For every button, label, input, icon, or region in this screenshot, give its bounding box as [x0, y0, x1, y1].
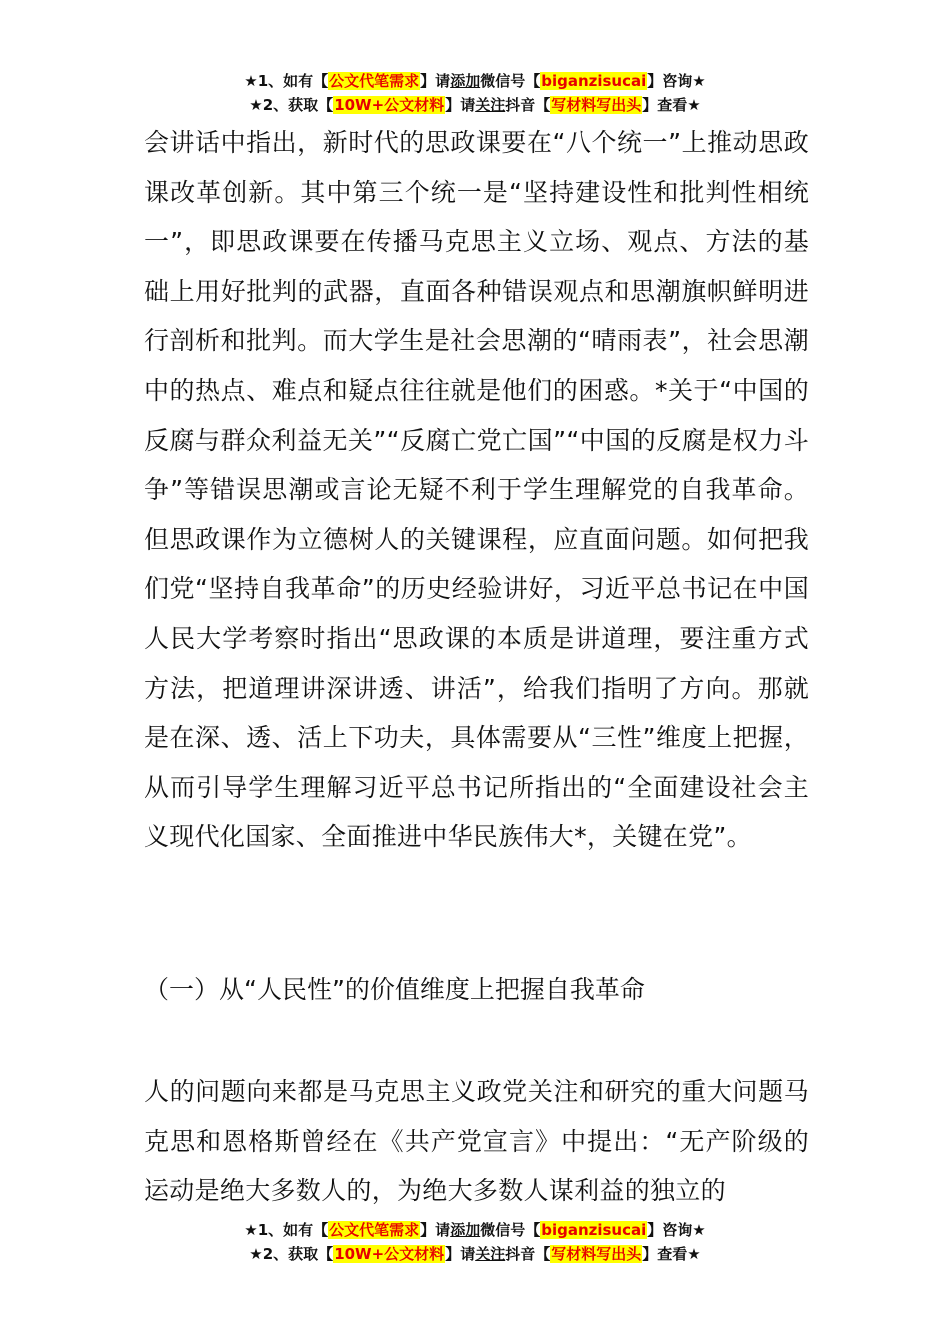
header-banner [0, 70, 950, 118]
banner-highlight: 公文代笔需求 [329, 1221, 420, 1239]
banner-highlight: biganzisucai [541, 1221, 647, 1239]
banner-text: 】查看★ [642, 96, 701, 114]
body-paragraph: 会讲话中指出，新时代的思政课要在“八个统一”上推动思政课改革创新。其中第三个统一是“坚持建设性和批判性相统一”，即思政课要在传播马克思主义立场、观点、方法的基础上用好批判的武器，直面各种错误观点和思潮旗帜鲜明进行剖析和批判。而大学生是社会思潮的“晴雨表”，社会思潮中的热点、难点和疑点往往就是他们的困惑。*关于“中国的反腐与群众利益无关”“反腐亡党亡国”“中国的反腐是权力斗争”等错误思潮或言论无疑不利于学生理解党的自我革命。但思政课作为立德树人的关键课程，应直面问题。如何把我们党“坚持自我革命”的历史经验讲好，习近平总书记在中国人民大学考察时指出“思政课的本质是讲道理，要注重方式方法，把道理讲深讲透、讲活”，给我们指明了方向。那就是在深、透、活上下功夫，具体需要从“三性”维度上把握，从而引导学生理解习近平总书记所指出的“全面建设社会主义现代化国家、全面推进中华民族伟大*，关键在党”。 [144, 128, 809, 852]
banner-text: ★1、如有【 [244, 1221, 329, 1239]
banner-text: 】查看★ [642, 1245, 701, 1263]
banner-text: 】请 [445, 96, 476, 114]
banner-underline-text: 添加 [450, 72, 481, 90]
banner-line-1 [0, 70, 950, 94]
banner-text: 】请 [420, 1221, 451, 1239]
banner-text: 】咨询★ [647, 1221, 706, 1239]
banner-highlight: 10W+公文材料 [334, 1245, 445, 1263]
banner-underline-text: 关注 [475, 1245, 506, 1263]
document-body [144, 118, 809, 862]
banner-line-2 [0, 94, 950, 118]
banner-text: 】请 [445, 1245, 476, 1263]
banner-text: 抖音【 [505, 1245, 551, 1263]
banner-text: ★2、获取【 [249, 96, 334, 114]
banner-underline-text: 关注 [475, 96, 506, 114]
banner-text: ★2、获取【 [249, 1245, 334, 1263]
banner-highlight: 10W+公文材料 [334, 96, 445, 114]
banner-line-2 [0, 1243, 950, 1267]
body-paragraph: 人的问题向来都是马克思主义政党关注和研究的重大问题马克思和恩格斯曾经在《共产党宣言》中提出：“无产阶级的运动是绝大多数人的，为绝大多数人谋利益的独立的 [144, 1077, 809, 1206]
banner-underline-text: 添加 [450, 1221, 481, 1239]
banner-text: 】咨询★ [647, 72, 706, 90]
section-heading: （一）从“人民性”的价值维度上把握自我革命 [144, 975, 645, 1004]
footer-banner [0, 1219, 950, 1267]
banner-text: 抖音【 [505, 96, 551, 114]
banner-highlight: 写材料写出头 [551, 1245, 642, 1263]
banner-highlight: biganzisucai [541, 72, 647, 90]
banner-text: 微信号【 [480, 1221, 541, 1239]
banner-text: 微信号【 [480, 72, 541, 90]
banner-highlight: 写材料写出头 [551, 96, 642, 114]
banner-text: 】请 [420, 72, 451, 90]
banner-highlight: 公文代笔需求 [329, 72, 420, 90]
banner-line-1 [0, 1219, 950, 1243]
banner-text: ★1、如有【 [244, 72, 329, 90]
